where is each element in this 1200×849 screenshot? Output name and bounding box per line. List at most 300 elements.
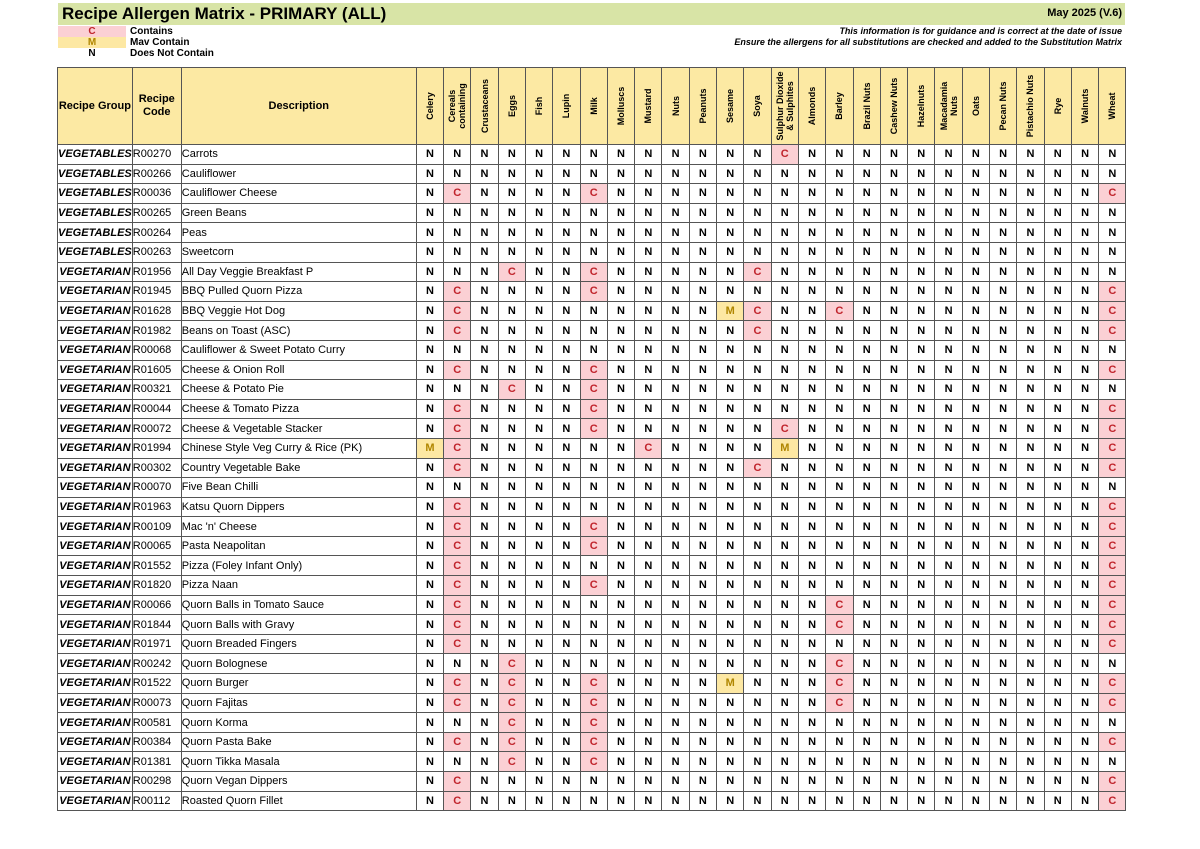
allergen-flag-cell: C xyxy=(444,634,471,654)
allergen-flag-cell: N xyxy=(607,674,634,694)
allergen-flag-cell: N xyxy=(853,752,880,772)
allergen-flag-cell: N xyxy=(880,223,907,243)
allergen-flag-cell: N xyxy=(471,321,498,341)
allergen-flag-cell: N xyxy=(1099,752,1126,772)
allergen-flag-cell: N xyxy=(880,301,907,321)
allergen-flag-cell: M xyxy=(771,438,798,458)
column-header-allergen xyxy=(990,68,1017,145)
allergen-flag-cell: N xyxy=(498,164,525,184)
allergen-flag-cell: N xyxy=(798,242,825,262)
allergen-flag-cell: N xyxy=(771,340,798,360)
allergen-flag-cell: N xyxy=(1044,419,1071,439)
allergen-flag-cell: N xyxy=(607,203,634,223)
table-row xyxy=(58,556,1126,576)
allergen-flag-cell: N xyxy=(1017,419,1044,439)
allergen-flag-cell: N xyxy=(880,145,907,165)
allergen-flag-cell: N xyxy=(1044,262,1071,282)
allergen-flag-cell: N xyxy=(717,360,744,380)
allergen-flag-cell: N xyxy=(990,419,1017,439)
allergen-flag-cell: N xyxy=(1044,732,1071,752)
allergen-flag-cell: N xyxy=(1017,321,1044,341)
allergen-flag-cell: N xyxy=(553,419,580,439)
allergen-flag-cell: N xyxy=(580,615,607,635)
allergen-flag-cell: N xyxy=(962,674,989,694)
table-row xyxy=(58,301,1126,321)
allergen-flag-cell: N xyxy=(635,380,662,400)
allergen-flag-cell: N xyxy=(1017,184,1044,204)
allergen-flag-cell: N xyxy=(1071,419,1098,439)
allergen-flag-cell: N xyxy=(826,223,853,243)
allergen-flag-cell: N xyxy=(416,536,443,556)
allergen-flag-cell: N xyxy=(744,713,771,733)
allergen-label: Sesame xyxy=(725,88,736,124)
allergen-flag-cell: N xyxy=(853,262,880,282)
allergen-flag-cell: C xyxy=(1099,399,1126,419)
allergen-flag-cell: N xyxy=(744,576,771,596)
allergen-flag-cell: N xyxy=(689,634,716,654)
allergen-flag-cell: N xyxy=(607,301,634,321)
allergen-flag-cell: N xyxy=(798,536,825,556)
allergen-flag-cell: N xyxy=(771,399,798,419)
allergen-flag-cell: N xyxy=(744,732,771,752)
column-header-allergen xyxy=(908,68,935,145)
allergen-flag-cell: N xyxy=(607,654,634,674)
allergen-flag-cell: C xyxy=(444,674,471,694)
recipe-code-cell: R00044 xyxy=(132,399,181,419)
allergen-flag-cell: N xyxy=(990,184,1017,204)
table-row xyxy=(58,262,1126,282)
allergen-flag-cell: N xyxy=(525,595,552,615)
allergen-matrix-table xyxy=(57,67,1126,811)
allergen-flag-cell: N xyxy=(662,634,689,654)
column-header-allergen xyxy=(1099,68,1126,145)
recipe-code-cell: R00070 xyxy=(132,478,181,498)
allergen-flag-cell: N xyxy=(689,223,716,243)
allergen-flag-cell: N xyxy=(1071,223,1098,243)
recipe-code-cell: R00112 xyxy=(132,791,181,811)
recipe-description-cell: Cauliflower xyxy=(181,164,416,184)
allergen-flag-cell: N xyxy=(635,478,662,498)
allergen-flag-cell: N xyxy=(471,791,498,811)
allergen-flag-cell: N xyxy=(607,595,634,615)
table-row xyxy=(58,478,1126,498)
allergen-flag-cell: N xyxy=(662,321,689,341)
allergen-flag-cell: N xyxy=(771,301,798,321)
allergen-flag-cell: N xyxy=(416,242,443,262)
allergen-flag-cell: C xyxy=(1099,458,1126,478)
allergen-flag-cell: N xyxy=(935,458,962,478)
column-header-allergen xyxy=(1071,68,1098,145)
recipe-description-cell: Quorn Burger xyxy=(181,674,416,694)
allergen-flag-cell: C xyxy=(444,791,471,811)
allergen-flag-cell: C xyxy=(580,674,607,694)
column-header-allergen xyxy=(1044,68,1071,145)
allergen-flag-cell: N xyxy=(935,693,962,713)
allergen-flag-cell: N xyxy=(908,674,935,694)
allergen-flag-cell: N xyxy=(798,340,825,360)
allergen-flag-cell: N xyxy=(798,634,825,654)
allergen-flag-cell: N xyxy=(471,478,498,498)
allergen-flag-cell: C xyxy=(1099,419,1126,439)
table-row xyxy=(58,184,1126,204)
allergen-flag-cell: N xyxy=(990,360,1017,380)
allergen-flag-cell: N xyxy=(525,360,552,380)
allergen-flag-cell: C xyxy=(580,536,607,556)
recipe-code-cell: R01963 xyxy=(132,497,181,517)
allergen-flag-cell: N xyxy=(826,791,853,811)
allergen-flag-cell: N xyxy=(744,752,771,772)
recipe-description-cell: Katsu Quorn Dippers xyxy=(181,497,416,517)
allergen-flag-cell: N xyxy=(798,380,825,400)
allergen-flag-cell: C xyxy=(444,556,471,576)
allergen-label: Pistachio Nuts xyxy=(1025,74,1036,138)
allergen-flag-cell: C xyxy=(444,576,471,596)
allergen-flag-cell: N xyxy=(798,772,825,792)
allergen-flag-cell: N xyxy=(990,536,1017,556)
allergen-flag-cell: N xyxy=(1017,262,1044,282)
allergen-flag-cell: N xyxy=(1044,380,1071,400)
allergen-flag-cell: N xyxy=(471,517,498,537)
allergen-flag-cell: C xyxy=(580,282,607,302)
allergen-flag-cell: N xyxy=(990,752,1017,772)
allergen-flag-cell: N xyxy=(416,380,443,400)
allergen-flag-cell: N xyxy=(689,654,716,674)
allergen-flag-cell: N xyxy=(553,438,580,458)
recipe-code-cell: R01945 xyxy=(132,282,181,302)
allergen-flag-cell: N xyxy=(771,634,798,654)
allergen-flag-cell: N xyxy=(717,536,744,556)
allergen-flag-cell: N xyxy=(717,223,744,243)
allergen-flag-cell: N xyxy=(880,399,907,419)
allergen-flag-cell: N xyxy=(880,282,907,302)
allergen-flag-cell: N xyxy=(471,458,498,478)
recipe-description-cell: Quorn Vegan Dippers xyxy=(181,772,416,792)
allergen-flag-cell: N xyxy=(471,340,498,360)
allergen-flag-cell: N xyxy=(962,438,989,458)
allergen-flag-cell: N xyxy=(908,615,935,635)
allergen-flag-cell: N xyxy=(717,419,744,439)
allergen-flag-cell: N xyxy=(525,693,552,713)
allergen-flag-cell: N xyxy=(880,595,907,615)
allergen-flag-cell: N xyxy=(1017,693,1044,713)
allergen-flag-cell: N xyxy=(662,360,689,380)
allergen-flag-cell: N xyxy=(717,321,744,341)
allergen-flag-cell: N xyxy=(826,752,853,772)
allergen-flag-cell: N xyxy=(580,321,607,341)
allergen-flag-cell: N xyxy=(1044,752,1071,772)
allergen-flag-cell: N xyxy=(689,242,716,262)
allergen-flag-cell: N xyxy=(1017,301,1044,321)
allergen-flag-cell: N xyxy=(853,360,880,380)
allergen-flag-cell: N xyxy=(853,654,880,674)
allergen-flag-cell: N xyxy=(880,615,907,635)
allergen-flag-cell: N xyxy=(880,517,907,537)
allergen-flag-cell: N xyxy=(1071,693,1098,713)
allergen-flag-cell: N xyxy=(935,282,962,302)
allergen-flag-cell: C xyxy=(1099,634,1126,654)
allergen-flag-cell: N xyxy=(416,752,443,772)
allergen-flag-cell: N xyxy=(607,340,634,360)
recipe-code-cell: R00242 xyxy=(132,654,181,674)
allergen-flag-cell: N xyxy=(908,497,935,517)
allergen-flag-cell: N xyxy=(771,360,798,380)
allergen-flag-cell: N xyxy=(990,595,1017,615)
allergen-flag-cell: N xyxy=(935,438,962,458)
allergen-flag-cell: C xyxy=(580,380,607,400)
allergen-flag-cell: N xyxy=(935,360,962,380)
allergen-flag-cell: N xyxy=(1044,576,1071,596)
allergen-flag-cell: N xyxy=(853,223,880,243)
allergen-flag-cell: N xyxy=(444,164,471,184)
allergen-flag-cell: N xyxy=(717,458,744,478)
allergen-flag-cell: N xyxy=(935,164,962,184)
allergen-flag-cell: C xyxy=(826,693,853,713)
allergen-label: Brazil Nuts xyxy=(861,82,872,130)
allergen-flag-cell: N xyxy=(498,301,525,321)
allergen-flag-cell: C xyxy=(580,399,607,419)
allergen-flag-cell: N xyxy=(717,340,744,360)
allergen-flag-cell: N xyxy=(416,164,443,184)
allergen-flag-cell: C xyxy=(444,772,471,792)
allergen-flag-cell: N xyxy=(498,478,525,498)
allergen-flag-cell: N xyxy=(880,576,907,596)
allergen-flag-cell: N xyxy=(635,282,662,302)
allergen-flag-cell: N xyxy=(1071,164,1098,184)
allergen-flag-cell: C xyxy=(444,458,471,478)
allergen-flag-cell: C xyxy=(1099,536,1126,556)
recipe-code-cell: R00266 xyxy=(132,164,181,184)
allergen-flag-cell: N xyxy=(416,340,443,360)
allergen-flag-cell: N xyxy=(990,242,1017,262)
recipe-group-cell: VEGETARIAN xyxy=(58,693,133,713)
allergen-flag-cell: N xyxy=(880,164,907,184)
allergen-flag-cell: N xyxy=(826,458,853,478)
allergen-flag-cell: N xyxy=(771,732,798,752)
allergen-flag-cell: N xyxy=(853,615,880,635)
allergen-flag-cell: N xyxy=(635,301,662,321)
allergen-flag-cell: N xyxy=(744,399,771,419)
recipe-group-cell: VEGETARIAN xyxy=(58,340,133,360)
allergen-flag-cell: N xyxy=(416,791,443,811)
allergen-flag-cell: N xyxy=(498,282,525,302)
allergen-flag-cell: N xyxy=(1017,438,1044,458)
allergen-flag-cell: N xyxy=(662,693,689,713)
allergen-flag-cell: N xyxy=(744,791,771,811)
allergen-flag-cell: N xyxy=(553,242,580,262)
column-header-allergen xyxy=(416,68,443,145)
recipe-description-cell: BBQ Pulled Quorn Pizza xyxy=(181,282,416,302)
allergen-flag-cell: N xyxy=(1071,282,1098,302)
allergen-flag-cell: N xyxy=(908,791,935,811)
allergen-flag-cell: N xyxy=(689,164,716,184)
allergen-label: Nuts xyxy=(670,96,681,116)
allergen-flag-cell: N xyxy=(853,595,880,615)
allergen-flag-cell: N xyxy=(717,693,744,713)
recipe-code-cell: R00581 xyxy=(132,713,181,733)
allergen-flag-cell: N xyxy=(1071,458,1098,478)
allergen-flag-cell: N xyxy=(662,595,689,615)
allergen-flag-cell: N xyxy=(990,380,1017,400)
allergen-flag-cell: N xyxy=(826,517,853,537)
column-header-allergen xyxy=(607,68,634,145)
allergen-flag-cell: N xyxy=(744,223,771,243)
allergen-flag-cell: N xyxy=(498,458,525,478)
allergen-flag-cell: N xyxy=(853,145,880,165)
allergen-flag-cell: N xyxy=(662,203,689,223)
allergen-flag-cell: N xyxy=(1044,458,1071,478)
column-header-allergen xyxy=(471,68,498,145)
allergen-flag-cell: N xyxy=(908,713,935,733)
allergen-flag-cell: N xyxy=(744,517,771,537)
allergen-flag-cell: C xyxy=(444,517,471,537)
allergen-flag-cell: C xyxy=(498,380,525,400)
allergen-flag-cell: N xyxy=(962,340,989,360)
allergen-flag-cell: N xyxy=(717,203,744,223)
recipe-description-cell: Cheese & Potato Pie xyxy=(181,380,416,400)
allergen-flag-cell: N xyxy=(1071,772,1098,792)
allergen-flag-cell: N xyxy=(744,340,771,360)
legend-item-contains xyxy=(58,26,214,37)
allergen-label: Molluscs xyxy=(615,86,626,126)
recipe-group-cell: VEGETARIAN xyxy=(58,399,133,419)
allergen-flag-cell: N xyxy=(826,576,853,596)
allergen-flag-cell: C xyxy=(1099,184,1126,204)
allergen-flag-cell: N xyxy=(662,458,689,478)
allergen-flag-cell: N xyxy=(853,203,880,223)
allergen-flag-cell: N xyxy=(717,282,744,302)
allergen-flag-cell: N xyxy=(826,203,853,223)
allergen-flag-cell: N xyxy=(1071,184,1098,204)
allergen-flag-cell: N xyxy=(908,223,935,243)
allergen-flag-cell: N xyxy=(607,262,634,282)
allergen-flag-cell: N xyxy=(1017,399,1044,419)
recipe-description-cell: BBQ Veggie Hot Dog xyxy=(181,301,416,321)
allergen-flag-cell: N xyxy=(498,634,525,654)
allergen-flag-cell: N xyxy=(444,654,471,674)
allergen-flag-cell: N xyxy=(1071,791,1098,811)
allergen-flag-cell: N xyxy=(798,752,825,772)
allergen-flag-cell: N xyxy=(498,556,525,576)
allergen-flag-cell: N xyxy=(553,478,580,498)
allergen-flag-cell: N xyxy=(798,517,825,537)
recipe-group-cell: VEGETARIAN xyxy=(58,478,133,498)
allergen-flag-cell: N xyxy=(962,536,989,556)
allergen-flag-cell: N xyxy=(662,164,689,184)
allergen-flag-cell: N xyxy=(662,791,689,811)
allergen-flag-cell: N xyxy=(908,203,935,223)
table-row xyxy=(58,713,1126,733)
allergen-flag-cell: N xyxy=(990,693,1017,713)
allergen-flag-cell: N xyxy=(1017,772,1044,792)
allergen-flag-cell: N xyxy=(798,713,825,733)
allergen-flag-cell: N xyxy=(498,576,525,596)
allergen-flag-cell: N xyxy=(1044,791,1071,811)
allergen-flag-cell: N xyxy=(826,184,853,204)
table-row xyxy=(58,497,1126,517)
column-header-allergen xyxy=(962,68,989,145)
allergen-flag-cell: N xyxy=(416,184,443,204)
allergen-flag-cell: N xyxy=(662,654,689,674)
allergen-flag-cell: N xyxy=(935,517,962,537)
allergen-flag-cell: N xyxy=(798,654,825,674)
allergen-flag-cell: N xyxy=(471,615,498,635)
allergen-label: Rye xyxy=(1052,97,1063,115)
allergen-flag-cell: N xyxy=(1017,497,1044,517)
allergen-flag-cell: N xyxy=(798,438,825,458)
allergen-flag-cell: N xyxy=(1017,360,1044,380)
recipe-group-cell: VEGETARIAN xyxy=(58,438,133,458)
legend-code: C xyxy=(58,26,126,37)
allergen-flag-cell: N xyxy=(553,595,580,615)
allergen-flag-cell: N xyxy=(826,164,853,184)
allergen-flag-cell: C xyxy=(444,693,471,713)
allergen-flag-cell: N xyxy=(1071,576,1098,596)
allergen-label: Sulphur Dioxide & Sulphites xyxy=(774,71,795,141)
table-row xyxy=(58,674,1126,694)
table-body xyxy=(58,145,1126,811)
allergen-flag-cell: N xyxy=(853,536,880,556)
allergen-flag-cell: N xyxy=(771,478,798,498)
recipe-description-cell: Cheese & Tomato Pizza xyxy=(181,399,416,419)
allergen-flag-cell: N xyxy=(962,223,989,243)
allergen-flag-cell: N xyxy=(580,497,607,517)
allergen-flag-cell: N xyxy=(416,634,443,654)
allergen-flag-cell: N xyxy=(471,145,498,165)
allergen-flag-cell: N xyxy=(908,184,935,204)
table-row xyxy=(58,791,1126,811)
allergen-flag-cell: N xyxy=(798,576,825,596)
allergen-flag-cell: N xyxy=(744,242,771,262)
allergen-flag-cell: N xyxy=(962,399,989,419)
recipe-code-cell: R00036 xyxy=(132,184,181,204)
table-row xyxy=(58,399,1126,419)
allergen-flag-cell: N xyxy=(498,497,525,517)
recipe-group-cell: VEGETABLES xyxy=(58,184,133,204)
allergen-flag-cell: N xyxy=(771,752,798,772)
allergen-flag-cell: C xyxy=(1099,772,1126,792)
allergen-label: Soya xyxy=(752,95,763,117)
allergen-flag-cell: N xyxy=(798,262,825,282)
allergen-flag-cell: N xyxy=(498,145,525,165)
allergen-flag-cell: N xyxy=(1071,634,1098,654)
allergen-flag-cell: N xyxy=(525,752,552,772)
allergen-flag-cell: N xyxy=(771,654,798,674)
allergen-flag-cell: N xyxy=(1017,203,1044,223)
allergen-flag-cell: N xyxy=(744,419,771,439)
allergen-flag-cell: N xyxy=(717,184,744,204)
allergen-flag-cell: N xyxy=(471,223,498,243)
allergen-flag-cell: N xyxy=(798,419,825,439)
allergen-flag-cell: N xyxy=(1071,536,1098,556)
allergen-flag-cell: N xyxy=(962,321,989,341)
allergen-flag-cell: N xyxy=(935,340,962,360)
allergen-flag-cell: N xyxy=(689,772,716,792)
allergen-flag-cell: N xyxy=(798,164,825,184)
allergen-flag-cell: N xyxy=(553,301,580,321)
allergen-flag-cell: N xyxy=(471,164,498,184)
recipe-code-cell: R00298 xyxy=(132,772,181,792)
allergen-flag-cell: N xyxy=(416,458,443,478)
allergen-flag-cell: N xyxy=(416,321,443,341)
recipe-group-cell: VEGETARIAN xyxy=(58,595,133,615)
allergen-flag-cell: N xyxy=(880,693,907,713)
recipe-group-cell: VEGETARIAN xyxy=(58,772,133,792)
allergen-flag-cell: N xyxy=(1099,242,1126,262)
allergen-flag-cell: N xyxy=(853,517,880,537)
allergen-flag-cell: N xyxy=(471,242,498,262)
allergen-flag-cell: N xyxy=(1044,713,1071,733)
table-row xyxy=(58,282,1126,302)
